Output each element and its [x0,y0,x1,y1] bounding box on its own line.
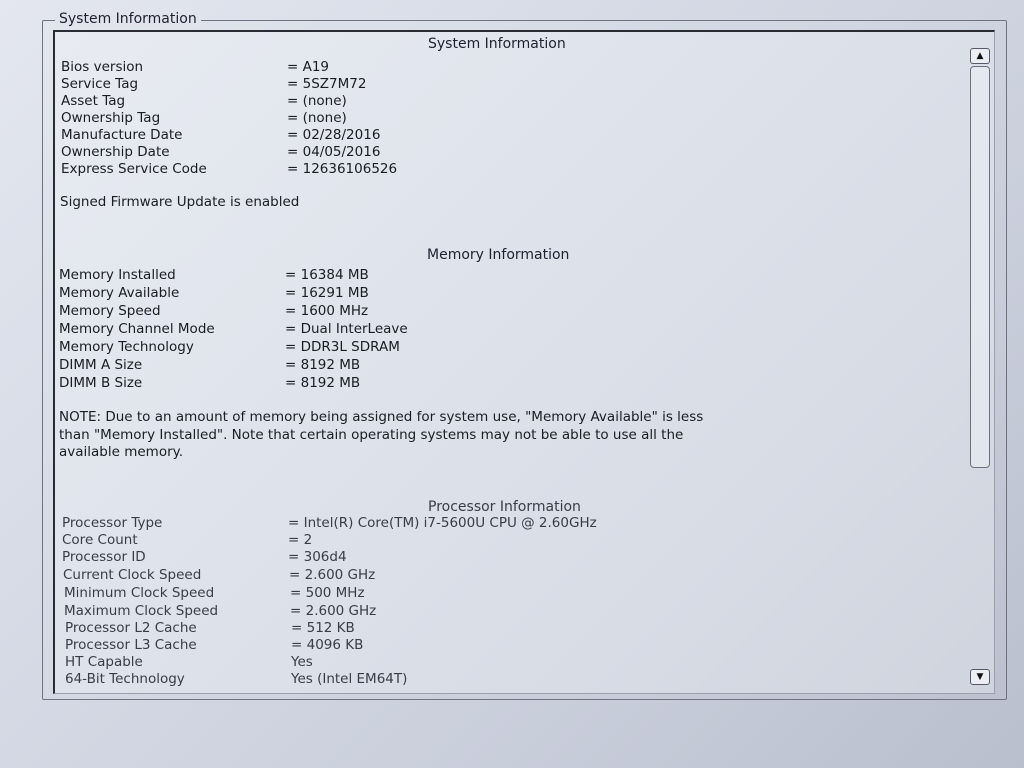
scroll-down-button[interactable] [970,669,990,685]
scroll-thumb[interactable] [970,66,990,468]
info-value: = 02/28/2016 [287,127,381,143]
memory-note [59,409,919,462]
groupbox-title: System Information [55,11,201,27]
firmware-status-text: Signed Firmware Update is enabled [60,194,300,210]
info-value: = DDR3L SDRAM [285,339,400,355]
info-label: Processor ID [62,549,146,565]
info-label: Memory Channel Mode [59,321,215,337]
info-label: Processor L2 Cache [65,620,197,636]
info-label: Express Service Code [61,161,207,177]
info-value: = (none) [287,93,347,109]
info-label: DIMM A Size [59,357,143,373]
info-value: Yes [291,654,313,670]
info-label: Processor Type [62,515,163,531]
memory-note-line: available memory. [59,444,183,460]
triangle-up-icon: ▲ [976,51,984,61]
info-value: = 2.600 GHz [289,567,376,583]
info-value: = 04/05/2016 [287,144,381,160]
info-label: Bios version [61,59,144,75]
memory-note-line: than "Memory Installed". Note that certain operating systems may not be able to use all the [59,426,684,443]
triangle-down-icon: ▼ [976,672,984,682]
info-value: = 5SZ7M72 [287,76,367,92]
info-value: = 306d4 [288,549,347,565]
info-label: 64-Bit Technology [65,671,185,687]
processor-information-heading: Processor Information [428,499,581,515]
info-value: Yes (Intel EM64T) [291,671,408,687]
info-value: = 8192 MB [285,357,361,373]
info-value: = 16384 MB [285,267,369,283]
info-label: Core Count [62,532,138,548]
info-label: Asset Tag [61,93,126,109]
info-label: Maximum Clock Speed [64,603,219,619]
info-label: Current Clock Speed [63,567,202,583]
scroll-up-button[interactable] [970,48,990,64]
info-content [55,32,964,693]
info-scroll-panel[interactable] [53,30,995,694]
memory-information-heading: Memory Information [427,247,570,263]
info-label: Memory Speed [59,303,161,319]
system-information-heading: System Information [428,36,566,52]
info-label: Service Tag [61,76,139,92]
info-label: HT Capable [65,654,143,670]
info-value: = 2 [288,532,313,548]
info-label: Minimum Clock Speed [64,585,215,601]
memory-note-line: NOTE: Due to an amount of memory being assigned for system use, "Memory Available" is less [59,409,704,425]
info-label: Memory Available [59,285,180,301]
info-label: Ownership Tag [61,110,161,126]
info-value: = 1600 MHz [285,303,369,319]
info-value: = 12636106526 [287,161,398,177]
info-value: = 500 MHz [290,585,365,601]
info-value: = 2.600 GHz [290,603,377,619]
info-label: Memory Technology [59,339,194,355]
vertical-scrollbar[interactable] [969,48,991,685]
info-value: = Intel(R) Core(TM) i7-5600U CPU @ 2.60GHz [288,515,597,531]
info-label: Ownership Date [61,144,170,160]
info-value: = (none) [287,110,347,126]
info-value: = 8192 MB [285,375,361,391]
info-label: Manufacture Date [61,127,183,143]
info-value: = 4096 KB [291,637,364,653]
info-value: = 512 KB [291,620,355,636]
info-label: Processor L3 Cache [65,637,197,653]
info-label: DIMM B Size [59,375,143,391]
info-label: Memory Installed [59,267,176,283]
info-value: = A19 [287,59,330,75]
info-value: = Dual InterLeave [285,321,408,337]
info-value: = 16291 MB [285,285,369,301]
